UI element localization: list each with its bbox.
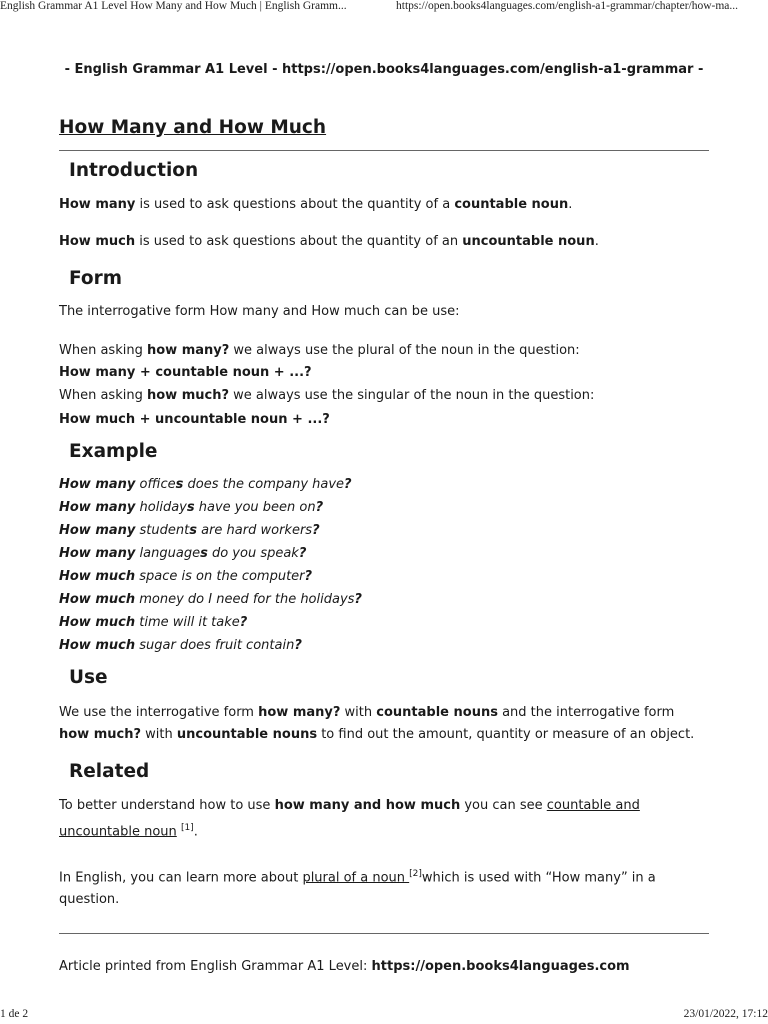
example-item: How many languages do you speak? — [59, 546, 307, 561]
related-paragraph-2: In English, you can learn more about plural of a noun [2]which is used with “How many” in a question. — [59, 869, 656, 908]
section-heading-example: Example — [69, 441, 158, 462]
form-line-3: When asking how much? we always use the singular of the noun in the question: — [59, 388, 595, 403]
example-item: How much space is on the computer? — [59, 569, 313, 584]
footnote-ref-1[interactable]: [1] — [180, 823, 194, 833]
example-item: How much money do I need for the holidays? — [59, 592, 362, 607]
printed-from-url: https://open.books4languages.com — [371, 959, 630, 974]
example-item: How many offices does the company have? — [59, 477, 352, 492]
countable-uncountable-link-cont[interactable]: uncountable noun — [59, 824, 177, 840]
section-heading-related: Related — [69, 761, 150, 782]
form-line-1: When asking how many? we always use the plural of the noun in the question: — [59, 343, 580, 358]
use-paragraph: We use the interrogative form how many? with countable nouns and the interrogative form how much? with uncountable nouns to find out the amount, quantity or measure of an object. — [59, 705, 695, 742]
title-divider — [59, 150, 709, 151]
countable-uncountable-link[interactable]: countable and — [546, 798, 640, 813]
footnote-ref-2[interactable]: [2] — [409, 869, 422, 879]
printed-from-line: Article printed from English Grammar A1 Level: https://open.books4languages.com — [59, 959, 630, 974]
intro-paragraph-2: How much is used to ask questions about the quantity of an uncountable noun. — [59, 234, 599, 249]
section-heading-introduction: Introduction — [69, 160, 199, 181]
example-item: How many holidays have you been on? — [59, 500, 324, 515]
example-item: How much time will it take? — [59, 615, 248, 630]
form-line-4: How much + uncountable noun + ...? — [59, 412, 330, 427]
related-paragraph-1: To better understand how to use how many and how much you can see countable and uncountable noun [1]. — [59, 798, 640, 840]
section-heading-form: Form — [69, 268, 122, 289]
form-intro: The interrogative form How many and How much can be use: — [59, 304, 460, 319]
page-title: How Many and How Much — [59, 117, 327, 138]
print-timestamp: 23/01/2022, 17:12 — [683, 1008, 768, 1020]
plural-noun-link[interactable]: plural of a noun — [302, 870, 410, 886]
intro-paragraph-1: How many is used to ask questions about the quantity of a countable noun. — [59, 197, 573, 212]
site-line: - English Grammar A1 Level - https://open.books4languages.com/english-a1-grammar - — [64, 62, 704, 77]
print-header-title: English Grammar A1 Level How Many and How Much | English Gramm... — [0, 0, 347, 12]
example-item: How many students are hard workers? — [59, 523, 320, 538]
example-item: How much sugar does fruit contain? — [59, 638, 302, 653]
form-line-2: How many + countable noun + ...? — [59, 365, 312, 380]
section-heading-use: Use — [69, 667, 108, 688]
footer-divider — [59, 933, 709, 934]
print-header-url: https://open.books4languages.com/english-a1-grammar/chapter/how-ma... — [396, 0, 739, 12]
page-count: 1 de 2 — [0, 1008, 29, 1020]
